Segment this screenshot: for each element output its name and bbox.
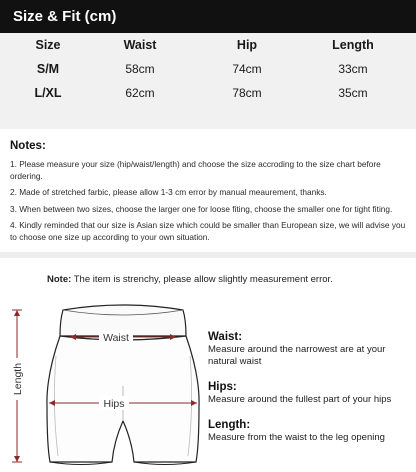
fit-guide-title: Length: <box>208 419 251 431</box>
waist-label: Waist <box>103 332 129 344</box>
measurement-diagram <box>0 296 416 472</box>
column-header-waist: Waist <box>123 38 157 52</box>
notes-section <box>10 139 408 248</box>
fit-guide-hips <box>208 380 412 406</box>
size-cell: S/M <box>36 62 60 76</box>
fit-guide-length <box>208 418 412 444</box>
length-cell: 35cm <box>338 86 368 100</box>
waist-cell: 62cm <box>125 86 155 100</box>
table-row <box>0 57 416 81</box>
fit-guide-title: Hips: <box>208 381 237 393</box>
size-fit-title: Size & Fit (cm) <box>0 0 416 33</box>
fit-guide-desc: Measure around the narrowest are at your natural waist <box>208 344 386 367</box>
table-header-row <box>0 33 416 57</box>
fit-guide-waist <box>208 330 412 368</box>
note-item: 4. Kindly reminded that our size is Asian size which could be smaller than European size, we will advise you to choose one size up according to your own situation. <box>10 220 406 242</box>
stretch-note <box>47 274 333 285</box>
note-item: 3. When between two sizes, choose the larger one for loose fiting, choose the smaller one for tight fiting. <box>10 203 393 214</box>
hip-cell: 74cm <box>232 62 262 76</box>
hip-cell: 78cm <box>232 86 262 100</box>
stretch-note-label: Note: <box>47 274 72 285</box>
section-divider <box>0 252 416 258</box>
fit-guide-title: Waist: <box>208 331 243 343</box>
fit-guide-desc: Measure around the fullest part of your hips <box>208 394 392 405</box>
column-header-length: Length <box>332 38 374 52</box>
size-cell: L/XL <box>34 86 62 100</box>
length-cell: 33cm <box>338 62 368 76</box>
column-header-size: Size <box>35 38 61 52</box>
size-table <box>0 33 416 129</box>
hips-label: Hips <box>103 398 125 410</box>
waist-cell: 58cm <box>125 62 155 76</box>
fit-guide-desc: Measure from the waist to the leg opening <box>208 432 385 443</box>
table-row <box>0 81 416 105</box>
notes-title: Notes: <box>10 140 46 152</box>
column-header-hip: Hip <box>236 38 258 52</box>
stretch-note-text: The item is strenchy, please allow slightly measurement error. <box>73 274 333 285</box>
length-label: Length <box>12 362 24 396</box>
note-item: 2. Made of stretched farbic, please allow 1-3 cm error by manual meaurement, thanks. <box>10 187 327 197</box>
note-item: 1. Please measure your size (hip/waist/length) and choose the size accroding to the size chart before ordering. <box>10 159 381 181</box>
